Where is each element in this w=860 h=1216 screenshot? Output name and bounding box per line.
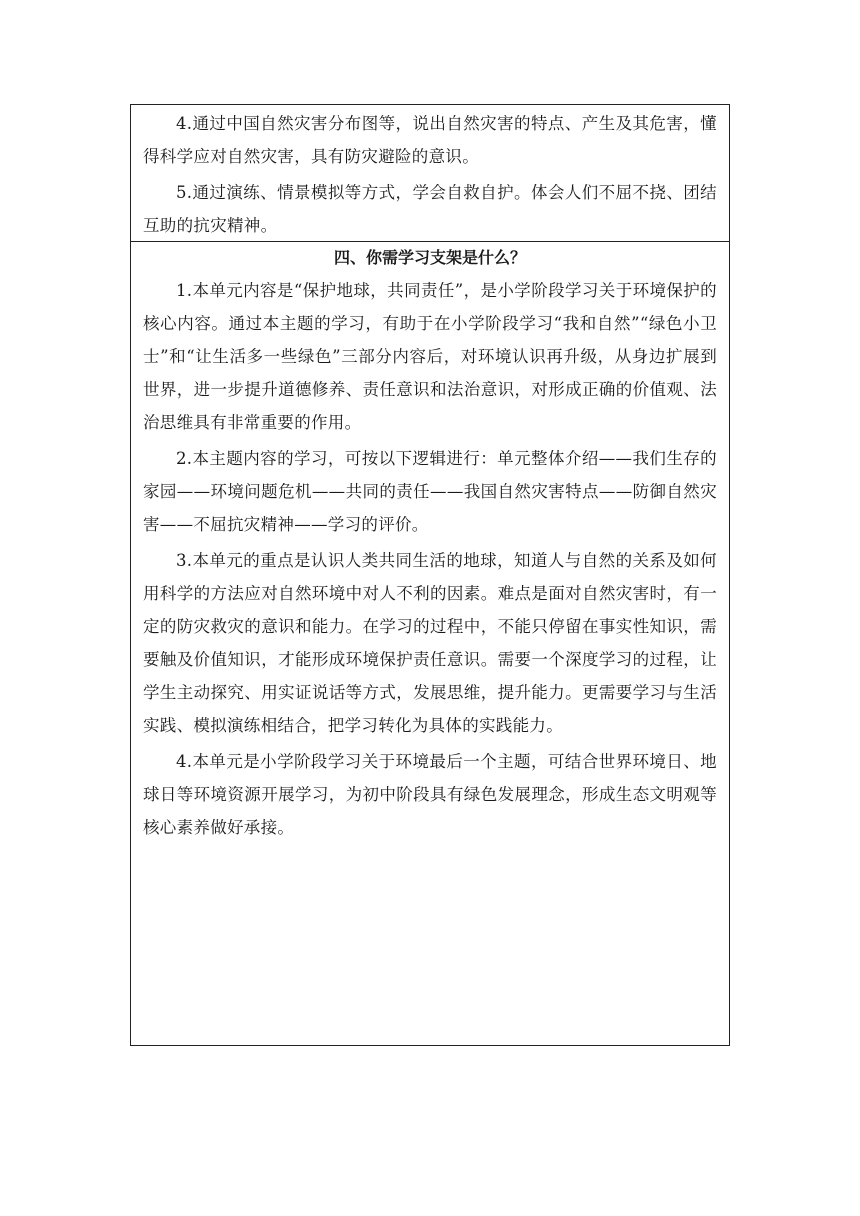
scaffold-paragraph-1: 1.本单元内容是“保护地球，共同责任”，是小学阶段学习关于环境保护的核心内容。通过本主题的学习，有助于在小学阶段学习“我和自然”“绿色小卫士”和“让生活多一些绿色”三部分内容后，对环境认识再升级，从身边扩展到世界，进一步提升道德修养、责任意识和法治意识，对形成正确的价值观、法治思维具有非常重要的作用。 <box>143 281 717 432</box>
objective-paragraph-4: 4.通过中国自然灾害分布图等，说出自然灾害的特点、产生及其危害，懂得科学应对自然灾害，具有防灾避险的意识。 <box>143 114 717 166</box>
content-table <box>130 104 730 1046</box>
section-title: 四、你需学习支架是什么？ <box>333 248 526 267</box>
objectives-cell <box>131 105 729 242</box>
learning-scaffold-cell <box>131 242 729 1045</box>
scaffold-paragraph-3: 3.本单元的重点是认识人类共同生活的地球，知道人与自然的关系及如何用科学的方法应对自然环境中对人不利的因素。难点是面对自然灾害时，有一定的防灾救灾的意识和能力。在学习的过程中，不能只停留在事实性知识，需要触及价值知识，才能形成环境保护责任意识。需要一个深度学习的过程，让学生主动探究、用实证说话等方式，发展思维，提升能力。更需要学习与生活实践、模拟演练相结合，把学习转化为具体的实践能力。 <box>143 551 717 735</box>
scaffold-paragraph-4: 4.本单元是小学阶段学习关于环境最后一个主题，可结合世界环境日、地球日等环境资源开展学习，为初中阶段具有绿色发展理念，形成生态文明观等核心素养做好承接。 <box>143 752 717 837</box>
objective-paragraph-5: 5.通过演练、情景模拟等方式，学会自救自护。体会人们不屈不挠、团结互助的抗灾精神。 <box>143 183 717 235</box>
scaffold-paragraph-2: 2.本主题内容的学习，可按以下逻辑进行：单元整体介绍——我们生存的家园——环境问题危机——共同的责任——我国自然灾害特点——防御自然灾害——不屈抗灾精神——学习的评价。 <box>143 449 717 534</box>
